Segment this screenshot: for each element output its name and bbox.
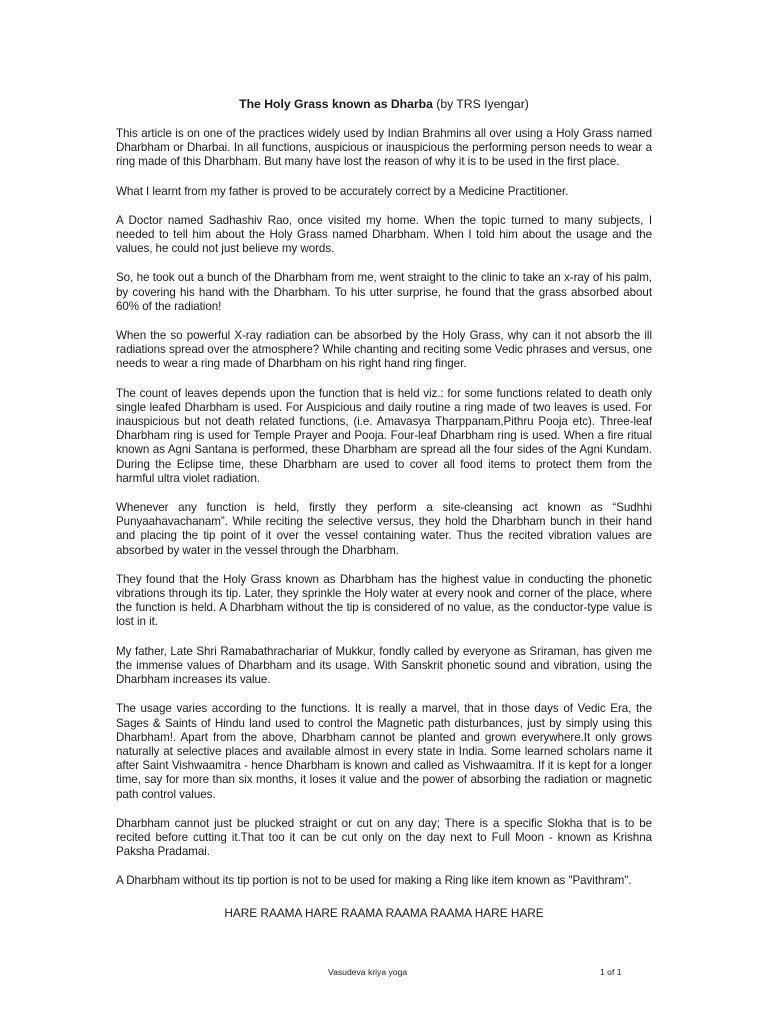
paragraph: Dharbham cannot just be plucked straight or cut on any day; There is a specific Slokha that is to be recited before cutting it.That too it can be cut only on the day next to Full Moon - known as Krishna Paksha Pradamai. bbox=[116, 816, 652, 859]
document-title bbox=[0, 97, 768, 112]
document-body bbox=[116, 127, 652, 904]
title-main: The Holy Grass known as Dharba bbox=[239, 97, 433, 111]
closing-chant: HARE RAAMA HARE RAAMA RAAMA RAAMA HARE HARE bbox=[224, 906, 544, 920]
paragraph: The usage varies according to the functions. It is really a marvel, that in those days of Vedic Era, the Sages & Saints of Hindu land used to control the Magnetic path disturbances, just by simply using this Dharbham!. Apart from the above, Dharbham cannot be planted and grown everywhere.It only grows naturally at selective places and available almost in every state in India. Some learned scholars name it after Saint Vishwaamitra - hence Dharbham is known and called as Vishwaamitra. If it is kept for a longer time, say for more than six months, it loses it value and the power of absorbing the radiation or magnetic path control values. bbox=[116, 702, 652, 801]
paragraph: When the so powerful X-ray radiation can be absorbed by the Holy Grass, why can it not absorb the ill radiations spread over the atmosphere? While chanting and reciting some Vedic phrases and versus, one needs to wear a ring made of Dharbham on his right hand ring finger. bbox=[116, 329, 652, 371]
footer-page-number: 1 of 1 bbox=[600, 967, 622, 977]
paragraph: My father, Late Shri Ramabathrachariar of Mukkur, fondly called by everyone as Sriraman, has given me the immense values of Dharbham and its usage. With Sanskrit phonetic sound and vibration, using the Dharbham increases its value. bbox=[116, 644, 652, 687]
title-author: (by TRS Iyengar) bbox=[432, 97, 529, 111]
paragraph: They found that the Holy Grass known as Dharbham has the highest value in conducting the phonetic vibrations through its tip. Later, they sprinkle the Holy water at every nook and corner of the place, where the function is held. A Dharbham without the tip is considered of no value, as the conductor-type value is lost in it. bbox=[116, 572, 652, 629]
footer-source: Vasudeva kriya yoga bbox=[328, 967, 408, 977]
paragraph: The count of leaves depends upon the function that is held viz.: for some functions related to death only single leafed Dharbham is used. For Auspicious and daily routine a ring made of two leaves is used. For inauspicious but not death related functions, (i.e. Amavasya Tharppanam,Pithru Pooja etc). Three-leaf Dharbham ring is used for Temple Prayer and Pooja. Four-leaf Dharbham ring is used. When a fire ritual known as Agni Santana is performed, these Dharbham are spread all the four sides of the Agni Kundam. During the Eclipse time, these Dharbham are used to cover all food items to protect them from the harmful ultra violet radiation. bbox=[116, 386, 652, 485]
paragraph: So, he took out a bunch of the Dharbham from me, went straight to the clinic to take an x-ray of his palm, by covering his hand with the Dharbham. To his utter surprise, he found that the grass absorbed about 60% of the radiation! bbox=[116, 271, 652, 313]
paragraph: A Dharbham without its tip portion is not to be used for making a Ring like item known as "Pavithram". bbox=[116, 874, 632, 888]
paragraph: This article is on one of the practices widely used by Indian Brahmins all over using a Holy Grass named Dharbham or Dharbai. In all functions, auspicious or inauspicious the performing person needs to wear a ring made of this Dharbham. But many have lost the reason of why it is to be used in the first place. bbox=[116, 127, 652, 169]
paragraph: Whenever any function is held, firstly they perform a site-cleansing act known as “Sudhhi Punyaahavachanam”. While reciting the selective versus, they hold the Dharbham bunch in their hand and placing the tip point of it over the vessel containing water. Thus the recited vibration values are absorbed by water in the vessel through the Dharbham. bbox=[116, 501, 652, 557]
paragraph: What I learnt from my father is proved to be accurately correct by a Medicine Practitioner. bbox=[116, 184, 569, 198]
paragraph: A Doctor named Sadhashiv Rao, once visited my home. When the topic turned to many subjects, I needed to tell him about the Holy Grass named Dharbham. When I told him about the usage and the values, he could not just believe my words. bbox=[116, 213, 652, 256]
